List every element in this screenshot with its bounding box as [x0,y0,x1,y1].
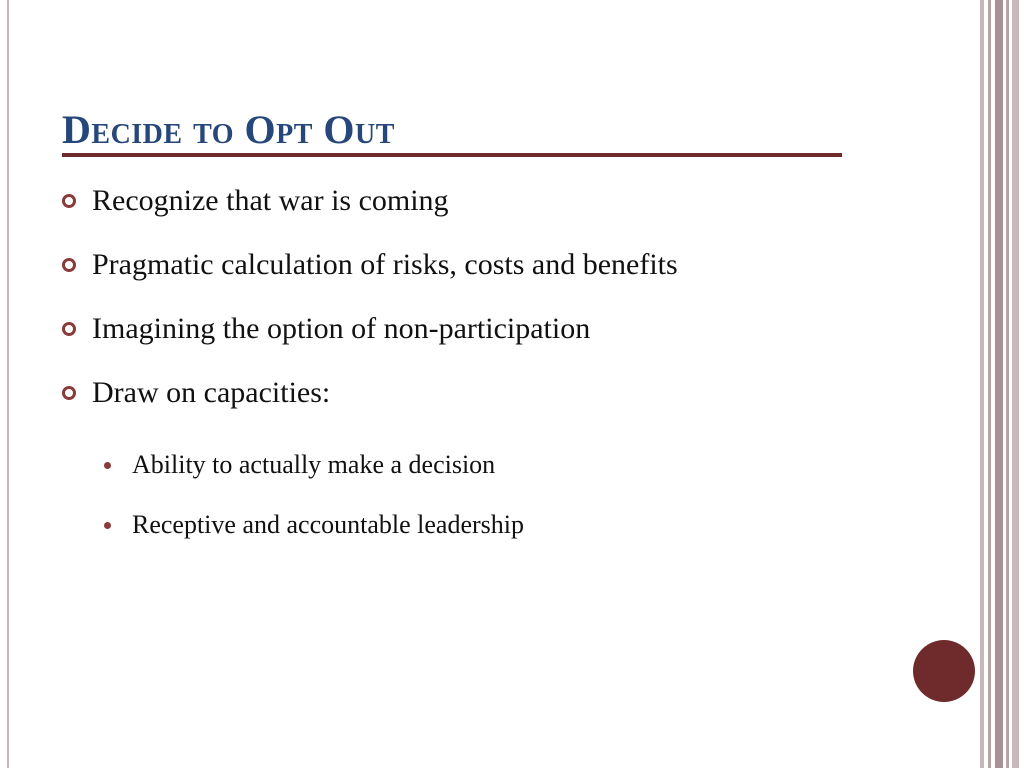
subbullet-text: Receptive and accountable leadership [132,510,524,539]
bullet-list [62,182,678,438]
left-border-line [7,0,9,768]
dot-bullet-icon [104,522,111,529]
dot-bullet-icon [104,462,111,469]
right-stripe-1 [980,0,984,768]
bullet-item [62,246,678,310]
slide-title: Decide to Opt Out [62,107,395,152]
subbullet-item [104,448,524,508]
right-stripe-5 [1012,0,1019,768]
title-underline [62,153,842,157]
subbullet-text: Ability to actually make a decision [132,450,496,479]
bullet-text: Recognize that war is coming [92,184,449,217]
bullet-item [62,182,678,246]
ring-bullet-icon [62,194,76,208]
right-stripe-2 [988,0,991,768]
bullet-item [62,374,678,438]
subbullet-list [104,448,524,568]
bullet-text: Pragmatic calculation of risks, costs and benefits [92,248,678,281]
ring-bullet-icon [62,386,76,400]
ring-bullet-icon [62,258,76,272]
right-stripe-4 [1006,0,1009,768]
ring-bullet-icon [62,322,76,336]
decorative-circle [913,640,975,702]
bullet-item [62,310,678,374]
subbullet-item [104,508,524,568]
right-stripe-3 [995,0,1003,768]
bullet-text: Imagining the option of non-participation [92,312,591,345]
bullet-text: Draw on capacities: [92,376,331,409]
